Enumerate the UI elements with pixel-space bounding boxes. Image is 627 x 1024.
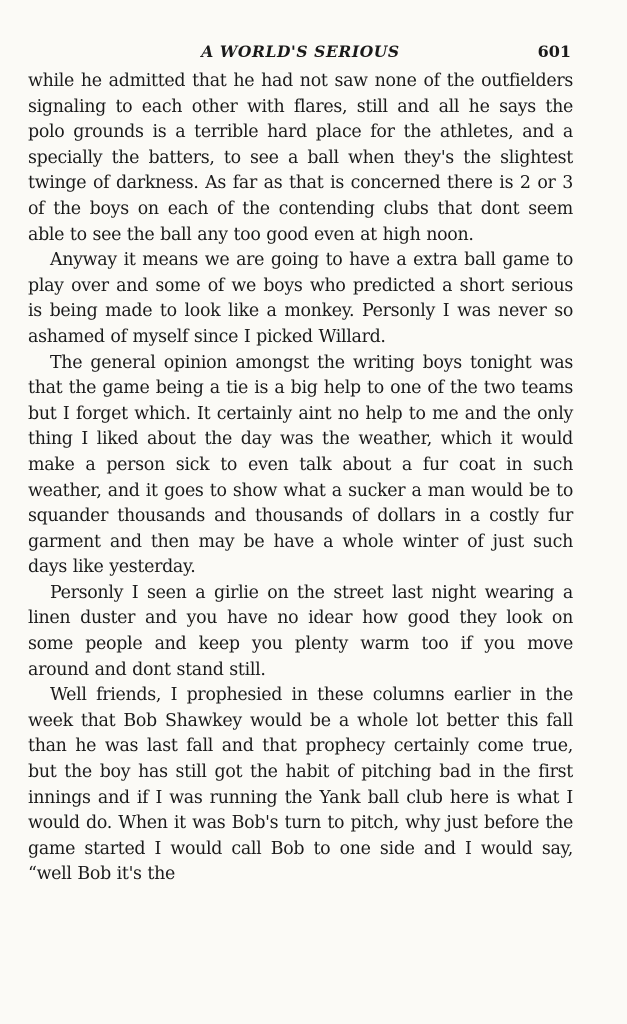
body-text xyxy=(28,69,573,888)
running-head xyxy=(28,36,573,66)
paragraph: while he admitted that he had not saw none of the outfielders signaling to each other with flares, still and all he says the polo grounds is a terrible hard place for the athletes, and a specially the batters, to see a ball when they's the slightest twinge of darkness. As far as that is concerned there is 2 or 3 of the boys on each of the contending clubs that dont seem able to see the ball any too good even at high noon. xyxy=(28,71,573,245)
paragraph: Anyway it means we are going to have a extra ball game to play over and some of we boys who predicted a short serious is being made to look like a monkey. Personly I was never so ashamed of myself since I picked Willard. xyxy=(28,250,573,347)
running-title: A WORLD'S SERIOUS xyxy=(201,42,400,61)
paragraph: The general opinion amongst the writing boys tonight was that the game being a tie is a big help to one of the two teams but I forget which. It certainly aint no help to me and the only thing I liked about the day was the weather, which it would make a person sick to even talk about a fur coat in such weather, and it goes to show what a sucker a man would be to squander thousands and thousands of dollars in a costly fur garment and then may be have a whole winter of just such days like yesterday. xyxy=(28,352,573,578)
paragraph: Personly I seen a girlie on the street last night wearing a linen duster and you have no idear how good they look on some people and keep you plenty warm too if you move around and dont stand still. xyxy=(28,582,573,680)
book-page xyxy=(28,36,573,1011)
paragraph: Well friends, I prophesied in these columns earlier in the week that Bob Shawkey would be a whole lot better this fall than he was last fall and that prophecy certainly come true, but the boy has still got the habit of pitching bad in the first innings and if I was running the Yank ball club here is what I would do. When it was Bob's turn to pitch, why just before the game started I would call Bob to one side and I would say, “well Bob it's the xyxy=(28,685,573,885)
page-number: 601 xyxy=(537,42,571,61)
